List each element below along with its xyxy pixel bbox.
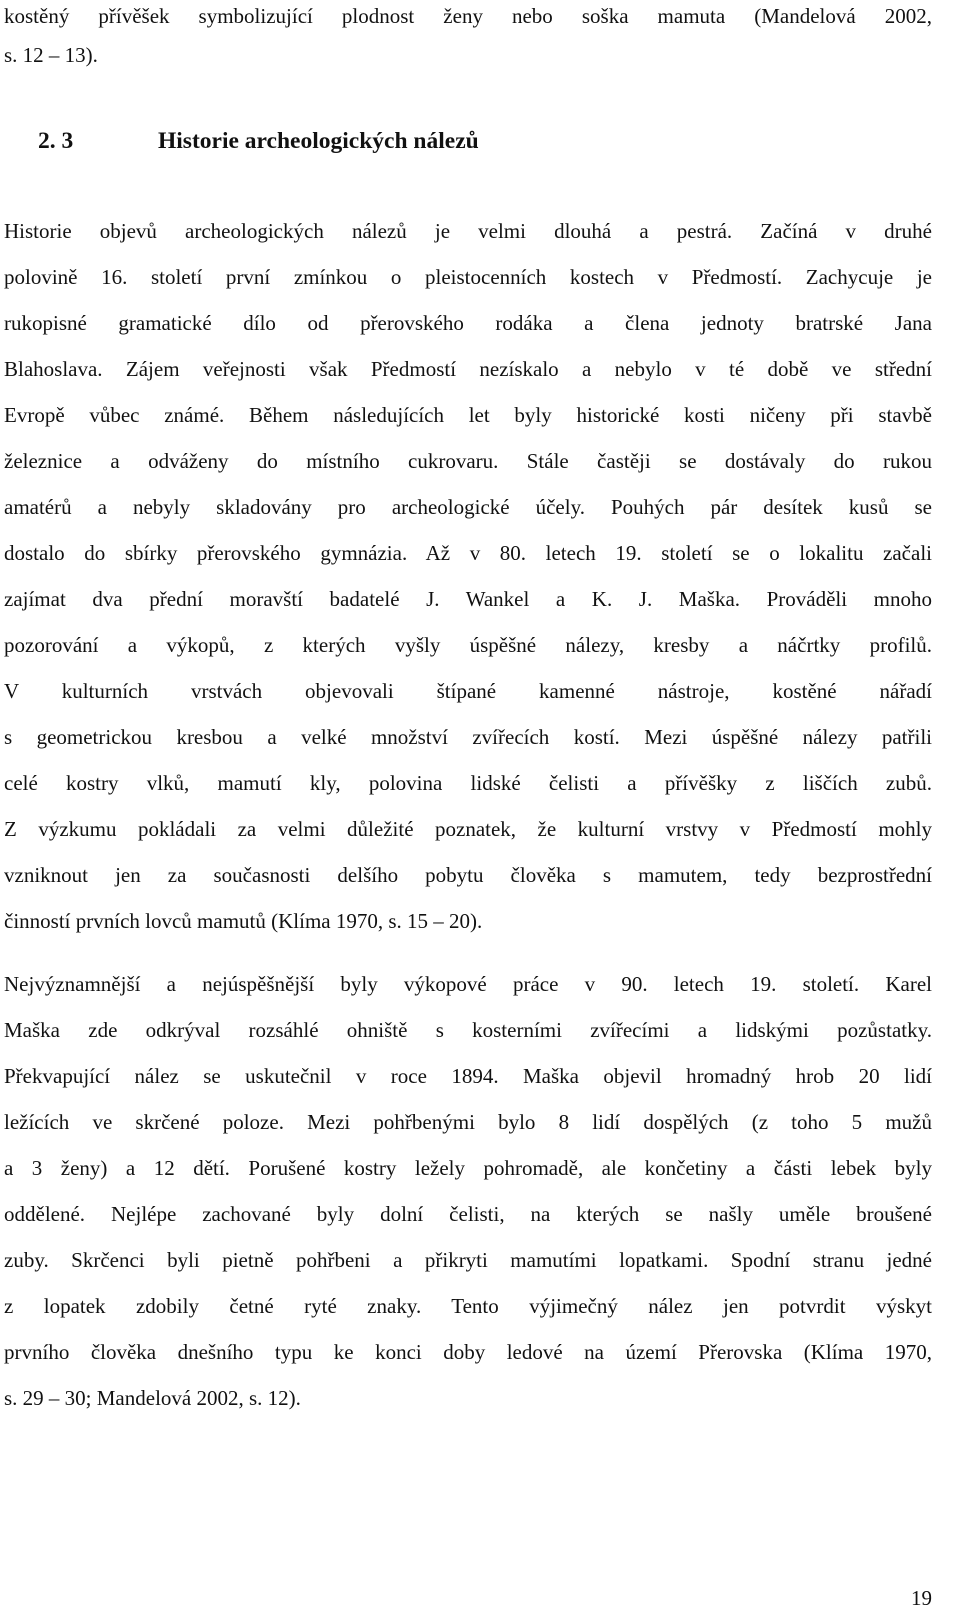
paragraph-line: pozorování a výkopů, z kterých vyšly úspěšné nálezy, kresby a náčrtky profilů. xyxy=(4,633,932,657)
intro-line: s. 12 – 13). xyxy=(4,43,98,67)
section-number: 2. 3 xyxy=(38,128,74,154)
paragraph-line: oddělené. Nejlépe zachované byly dolní čelisti, na kterých se našly uměle broušené xyxy=(4,1202,932,1226)
paragraph-line: polovině 16. století první zmínkou o pleistocenních kostech v Předmostí. Zachycuje je xyxy=(4,265,932,289)
paragraph-line: s geometrickou kresbou a velké množství zvířecích kostí. Mezi úspěšné nálezy patřili xyxy=(4,725,932,749)
paragraph-line: Z výzkumu pokládali za velmi důležité poznatek, že kulturní vrstvy v Předmostí mohly xyxy=(4,817,932,841)
paragraph-line: ležících ve skrčené poloze. Mezi pohřbenými bylo 8 lidí dospělých (z toho 5 mužů xyxy=(4,1110,932,1134)
paragraph-line: zajímat dva přední moravští badatelé J. Wankel a K. J. Maška. Prováděli mnoho xyxy=(4,587,932,611)
paragraph-line: amatérů a nebyly skladovány pro archeologické účely. Pouhých pár desítek kusů se xyxy=(4,495,932,519)
paragraph-line: zuby. Skrčenci byli pietně pohřbeni a přikryti mamutími lopatkami. Spodní stranu jedné xyxy=(4,1248,932,1272)
section-heading xyxy=(38,126,479,156)
paragraph-line: rukopisné gramatické dílo od přerovského rodáka a člena jednoty bratrské Jana xyxy=(4,311,932,335)
paragraph-line: Historie objevů archeologických nálezů je velmi dlouhá a pestrá. Začíná v druhé xyxy=(4,219,932,243)
paragraph-line: dostalo do sbírky přerovského gymnázia. Až v 80. letech 19. století se o lokalitu začali xyxy=(4,541,932,565)
paragraph-line: s. 29 – 30; Mandelová 2002, s. 12). xyxy=(4,1386,301,1410)
paragraph-line: z lopatek zdobily četné ryté znaky. Tento výjimečný nález jen potvrdit výskyt xyxy=(4,1294,932,1318)
paragraph-line: V kulturních vrstvách objevovali štípané kamenné nástroje, kostěné nářadí xyxy=(4,679,932,703)
paragraph-line: Evropě vůbec známé. Během následujících let byly historické kosti ničeny při stavbě xyxy=(4,403,932,427)
paragraph-line: celé kostry vlků, mamutí kly, polovina lidské čelisti a přívěšky z liščích zubů. xyxy=(4,771,932,795)
intro-line: kostěný přívěšek symbolizující plodnost ženy nebo soška mamuta (Mandelová 2002, xyxy=(4,4,932,28)
paragraph-line: vzniknout jen za současnosti delšího pobytu člověka s mamutem, tedy bezprostřední xyxy=(4,863,932,887)
paragraph-line: Maška zde odkrýval rozsáhlé ohniště s kosterními zvířecími a lidskými pozůstatky. xyxy=(4,1018,932,1042)
paragraph-line: Překvapující nález se uskutečnil v roce 1894. Maška objevil hromadný hrob 20 lidí xyxy=(4,1064,932,1088)
paragraph-line: železnice a odváženy do místního cukrovaru. Stále častěji se dostávaly do rukou xyxy=(4,449,932,473)
paragraph-line: Blahoslava. Zájem veřejnosti však Předmostí nezískalo a nebylo v té době ve střední xyxy=(4,357,932,381)
paragraph-line: prvního člověka dnešního typu ke konci doby ledové na území Přerovska (Klíma 1970, xyxy=(4,1340,932,1364)
paragraph-line: a 3 ženy) a 12 dětí. Porušené kostry ležely pohromadě, ale končetiny a části lebek byly xyxy=(4,1156,932,1180)
page-number: 19 xyxy=(911,1586,932,1610)
paragraph-line: Nejvýznamnější a nejúspěšnější byly výkopové práce v 90. letech 19. století. Karel xyxy=(4,972,932,996)
paragraph-line: činností prvních lovců mamutů (Klíma 1970, s. 15 – 20). xyxy=(4,909,483,933)
section-title: Historie archeologických nálezů xyxy=(158,128,479,154)
